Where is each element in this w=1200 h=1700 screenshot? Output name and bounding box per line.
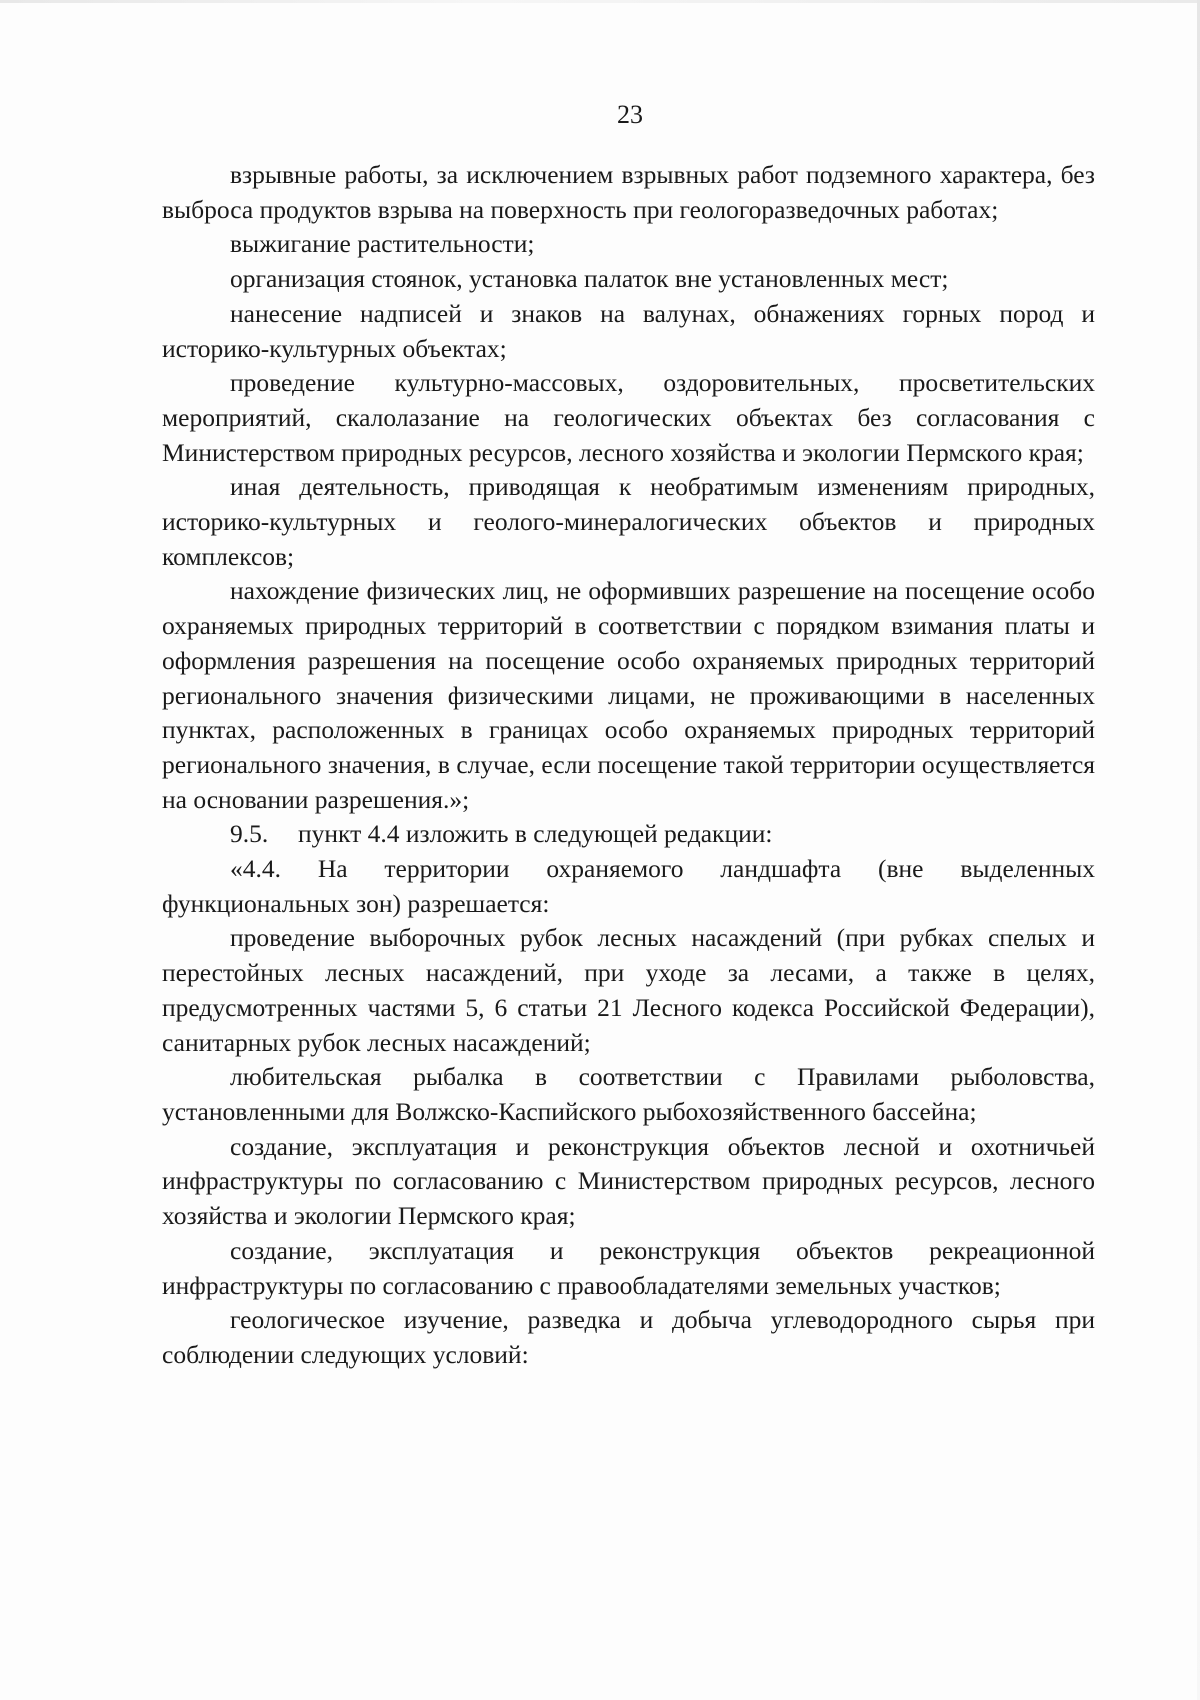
paragraph-recreational-infrastructure: создание, эксплуатация и реконструкция объектов рекреационной инфраструктуры по согласованию с правообладателями земельных участков;	[162, 1235, 1095, 1300]
paragraph-other-activity: иная деятельность, приводящая к необратимым изменениям природных, историко-культурных и геолого-минералогических объектов и природных комплексов;	[162, 472, 1095, 571]
page-number: 23	[617, 100, 643, 129]
paragraph-mass-events: проведение культурно-массовых, оздоровительных, просветительских мероприятий, скалолазание на геологических объектах без согласования с Министерством природных ресурсов, лесного хозяйства и экологии Пермского края;	[162, 368, 1095, 467]
paragraph-burning: выжигание растительности;	[230, 229, 535, 259]
paragraph-visit-permit: нахождение физических лиц, не оформивших разрешение на посещение особо охраняемых природных территорий в соответствии с порядком взимания платы и оформления разрешения на посещение особо охраняемых природных территорий регионального значения физическими лицами, не проживающими в населенных пунктах, расположенных в границах особо охраняемых природных территорий регионального значения, в случае, если посещение такой территории осуществляется на основании разрешения.»;	[162, 576, 1095, 814]
scan-edge-top	[0, 0, 1200, 3]
paragraph-amateur-fishing: любительская рыбалка в соответствии с Правилами рыболовства, установленными для Волжско-Каспийского рыбохозяйственного бассейна;	[162, 1062, 1095, 1126]
paragraph-camping: организация стоянок, установка палаток вне установленных мест;	[230, 264, 949, 294]
paragraph-blasting: взрывные работы, за исключением взрывных работ подземного характера, без выброса продуктов взрыва на поверхность при геологоразведочных работах;	[162, 160, 1095, 224]
item-9-5-text: пункт 4.4 изложить в следующей редакции:	[298, 819, 773, 849]
item-9-5-number: 9.5.	[230, 819, 269, 849]
paragraph-forest-infrastructure: создание, эксплуатация и реконструкция объектов лесной и охотничьей инфраструктуры по согласованию с Министерством природных ресурсов, лесного хозяйства и экологии Пермского края;	[162, 1131, 1095, 1231]
document-body	[162, 158, 1095, 1373]
paragraph-inscriptions: нанесение надписей и знаков на валунах, обнажениях горных пород и историко-культурных объектах;	[162, 298, 1095, 363]
paragraph-selective-felling: проведение выборочных рубок лесных насаждений (при рубках спелых и перестойных лесных насаждений, при уходе за лесами, а также в целях, предусмотренных частями 5, 6 статьи 21 Лесного кодекса Российской Федерации), санитарных рубок лесных насаждений;	[162, 923, 1095, 1057]
item-9-5	[162, 817, 1095, 852]
paragraph-4-4-intro: «4.4. На территории охраняемого ландшафта (вне выделенных функциональных зон) разрешается:	[162, 854, 1095, 918]
paragraph-geological-exploration: геологическое изучение, разведка и добыча углеводородного сырья при соблюдении следующих условий:	[162, 1305, 1095, 1369]
